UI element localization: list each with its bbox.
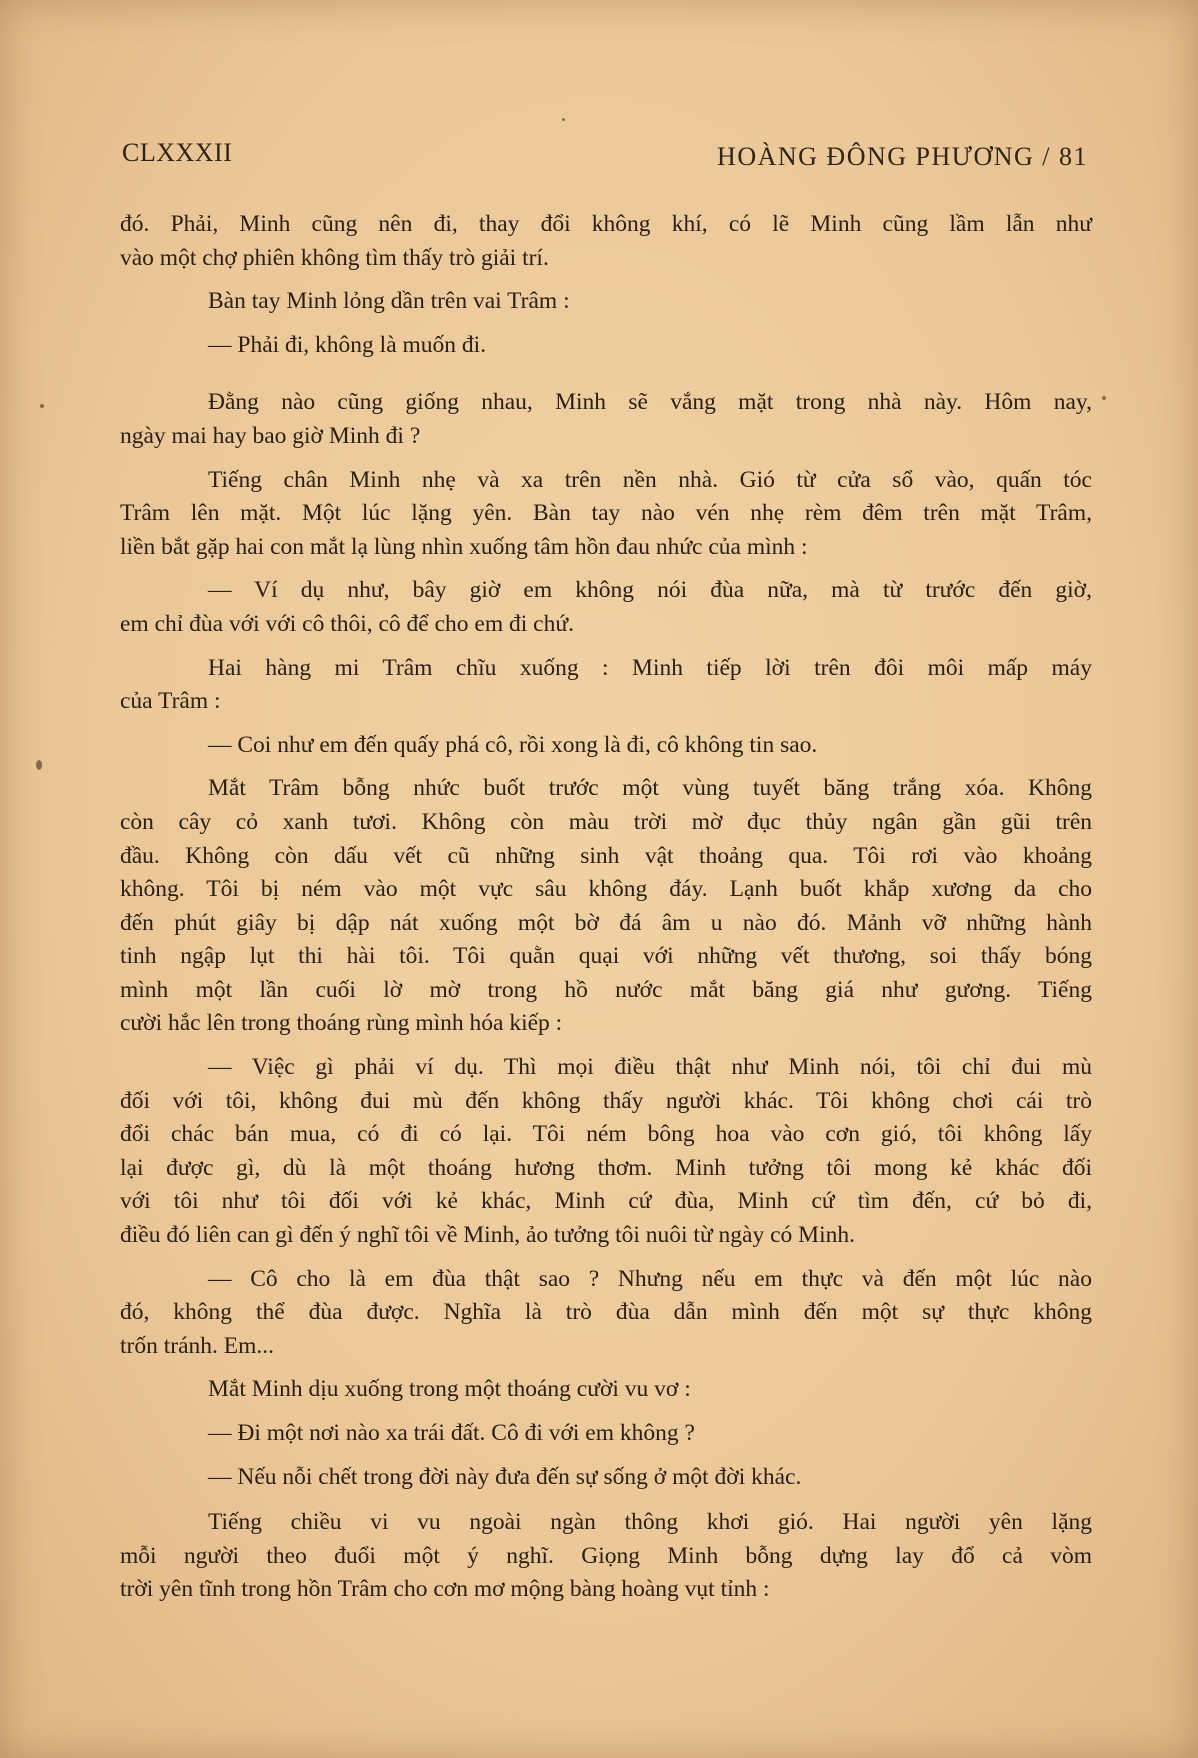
text-line: lại được gì, dù là một thoáng hương thơm. Minh tưởng tôi mong kẻ khác đối <box>120 1154 1092 1181</box>
text-line: — Việc gì phải ví dụ. Thì mọi điều thật như Minh nói, tôi chỉ đui mù <box>208 1054 1092 1081</box>
text-line: Tiếng chân Minh nhẹ và xa trên nền nhà. Gió từ cửa sổ vào, quấn tóc <box>208 466 1092 493</box>
text-line: — Nếu nỗi chết trong đời này đưa đến sự sống ở một đời khác. <box>208 1463 802 1490</box>
text-line: với tôi như tôi đối với kẻ khác, Minh cứ đùa, Minh cứ tìm đến, cứ bỏ đi, <box>120 1188 1092 1215</box>
text-line: — Đi một nơi nào xa trái đất. Cô đi với em không ? <box>208 1420 695 1446</box>
text-line: đến phút giây bị dập nát xuống một bờ đá âm u nào đó. Mảnh vỡ những hành <box>120 909 1092 936</box>
text-line: đó, không thể đùa được. Nghĩa là trò đùa dẫn mình đến một sự thực không <box>120 1299 1092 1326</box>
text-line: liền bắt gặp hai con mắt lạ lùng nhìn xuống tâm hồn đau nhức của mình : <box>120 533 808 560</box>
paragraph <box>120 729 1092 763</box>
text-line: — Coi như em đến quấy phá cô, rồi xong là đi, cô không tin sao. <box>208 731 818 758</box>
text-line: Trâm lên mặt. Một lúc lặng yên. Bàn tay nào vén nhẹ rèm đêm trên mặt Trâm, <box>120 500 1092 527</box>
text-line: ngày mai hay bao giờ Minh đi ? <box>120 422 421 449</box>
paragraph <box>120 208 1092 275</box>
text-line: Hai hàng mi Trâm chĩu xuống : Minh tiếp lời trên đôi môi mấp máy <box>208 654 1092 681</box>
text-line: trốn tránh. Em... <box>120 1332 275 1359</box>
text-line: đối với tôi, không đui mù đến không thấy người khác. Tôi không chơi cái trò <box>120 1087 1092 1114</box>
paragraph <box>120 1506 1092 1607</box>
text-line: cười hắc lên trong thoáng rùng mình hóa kiếp : <box>120 1010 563 1037</box>
text-line: Đằng nào cũng giống nhau, Minh sẽ vắng mặt trong nhà này. Hôm nay, <box>208 389 1092 416</box>
text-line: điều đó liên can gì đến ý nghĩ tôi về Minh, ảo tưởng tôi nuôi từ ngày có Minh. <box>120 1222 855 1249</box>
text-line: — Cô cho là em đùa thật sao ? Nhưng nếu em thực và đến một lúc nào <box>208 1265 1092 1292</box>
text-line: còn cây cỏ xanh tươi. Không còn màu trời mờ đục thủy ngân gần gũi trên <box>120 808 1092 835</box>
paragraph <box>120 1263 1092 1364</box>
paragraph <box>120 464 1092 565</box>
text-line: Mắt Minh dịu xuống trong một thoáng cười vu vơ : <box>208 1376 691 1403</box>
text-line: — Ví dụ như, bây giờ em không nói đùa nữa, mà từ trước đến giờ, <box>208 577 1092 604</box>
paper-speck <box>562 118 565 121</box>
paragraph <box>120 285 1092 319</box>
page-header <box>122 138 1088 178</box>
body-text <box>120 208 1092 1607</box>
text-line: đầu. Không còn dấu vết cũ những sinh vật thoảng qua. Tôi rơi vào khoảng <box>120 842 1092 869</box>
paper-speck <box>1102 396 1106 400</box>
text-line: mỗi người theo đuổi một ý nghĩ. Giọng Minh bỗng dựng lay đổ cả vòm <box>120 1542 1092 1569</box>
text-line: không. Tôi bị ném vào một vực sâu không đáy. Lạnh buốt khắp xương da cho <box>120 876 1092 903</box>
chapter-folio: CLXXXII <box>122 138 233 167</box>
text-line: Bàn tay Minh lỏng dần trên vai Trâm : <box>208 288 570 315</box>
text-line: của Trâm : <box>120 688 221 715</box>
paragraph <box>120 574 1092 641</box>
paragraph <box>120 1051 1092 1253</box>
paragraph <box>120 772 1092 1041</box>
text-line: mình một lần cuối lờ mờ trong hồ nước mắt băng giá như gương. Tiếng <box>120 976 1092 1003</box>
paper-speck <box>40 404 44 408</box>
text-line: trời yên tĩnh trong hồn Trâm cho cơn mơ mộng bàng hoàng vụt tỉnh : <box>120 1576 770 1603</box>
text-line: vào một chợ phiên không tìm thấy trò giải trí. <box>120 244 549 271</box>
paragraph <box>120 329 1092 363</box>
text-line: Mắt Trâm bỗng nhức buốt trước một vùng tuyết băng trắng xóa. Không <box>208 775 1092 802</box>
text-line: đó. Phải, Minh cũng nên đi, thay đổi không khí, có lẽ Minh cũng lầm lẫn như <box>120 211 1092 237</box>
text-line: đổi chác bán mua, có đi có lại. Tôi ném bông hoa vào cơn gió, tôi không lấy <box>120 1121 1092 1148</box>
paragraph <box>120 1461 1092 1495</box>
text-line: em chỉ đùa với với cô thôi, cô để cho em đi chứ. <box>120 610 574 637</box>
text-line: Tiếng chiều vi vu ngoài ngàn thông khơi gió. Hai người yên lặng <box>208 1509 1092 1536</box>
paragraph <box>120 386 1092 453</box>
paragraph <box>120 652 1092 719</box>
running-head: HOÀNG ĐÔNG PHƯƠNG / 81 <box>717 142 1088 171</box>
paragraph <box>120 1373 1092 1407</box>
text-line: tinh ngập lụt thi hài tôi. Tôi quằn quại với những vết thương, soi thấy bóng <box>120 943 1092 970</box>
paragraph <box>120 1417 1092 1451</box>
paper-speck <box>36 760 42 770</box>
text-line: — Phải đi, không là muốn đi. <box>208 331 487 358</box>
